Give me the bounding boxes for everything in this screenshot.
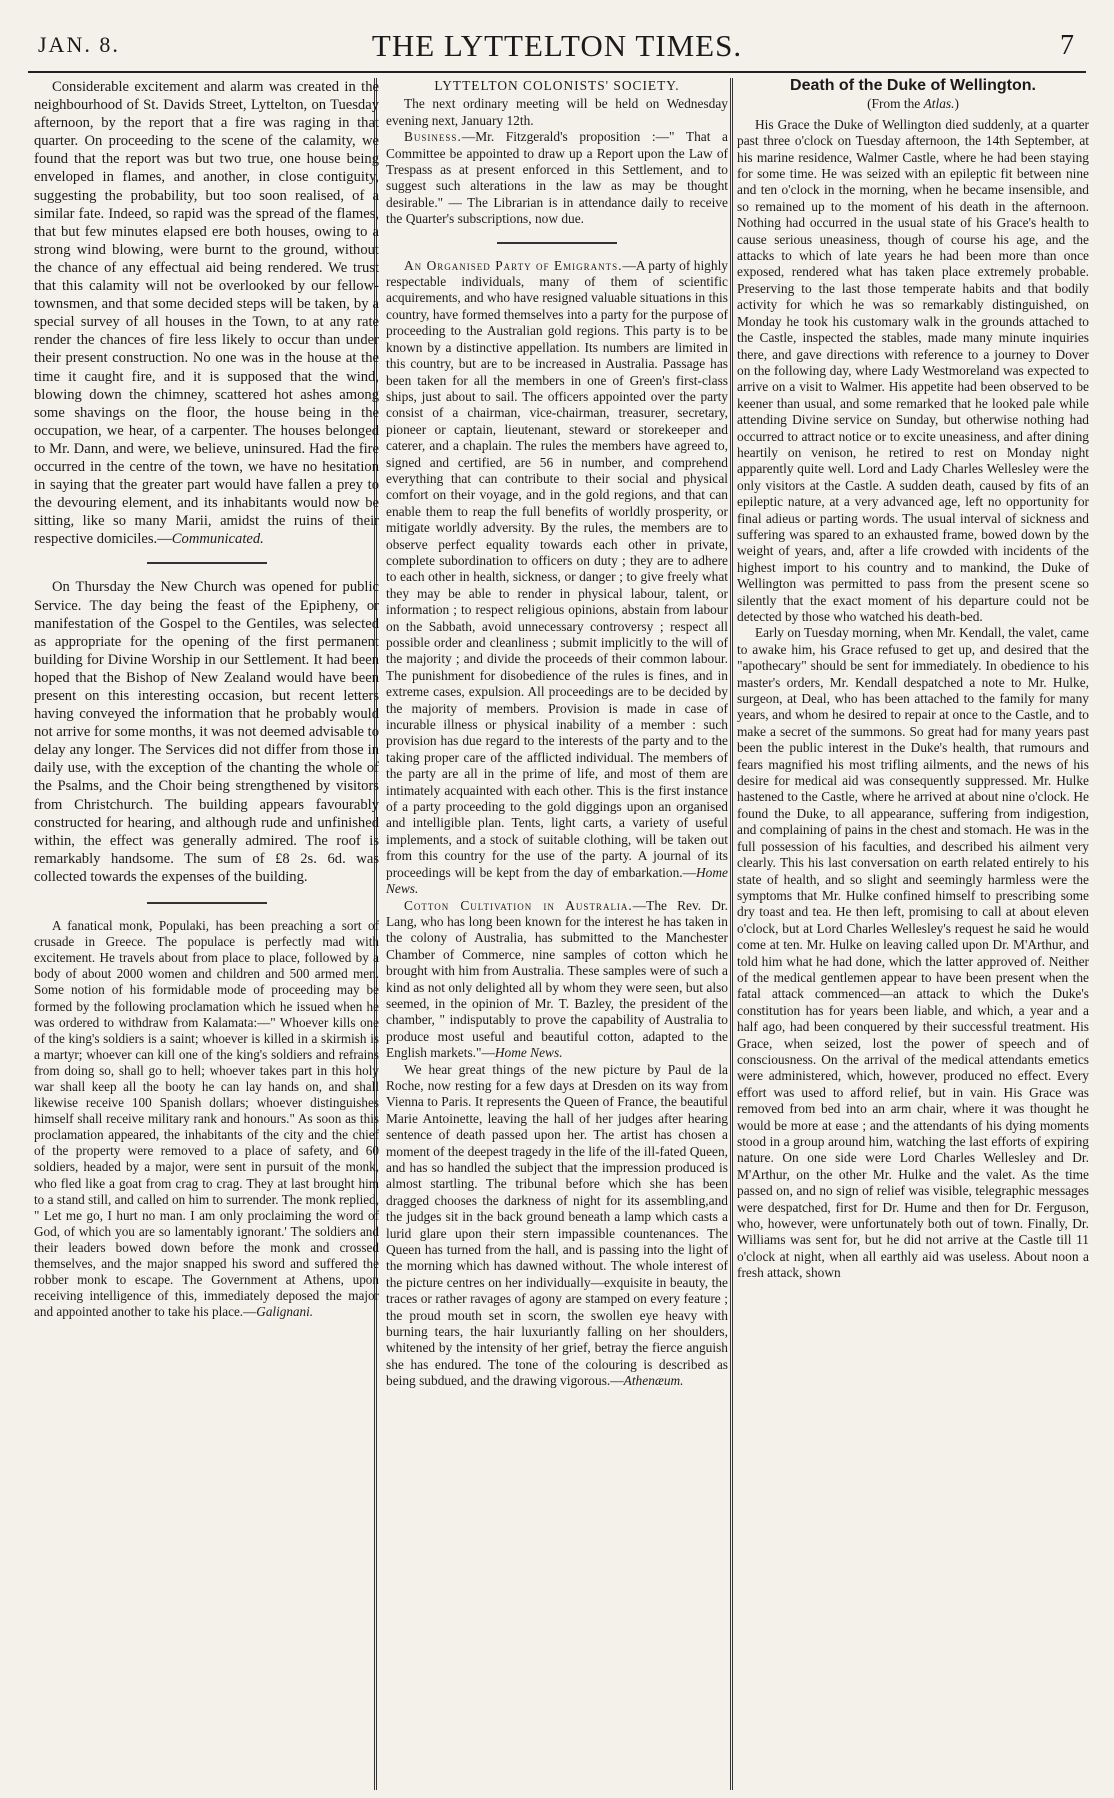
subhead-suffix: ) xyxy=(954,96,959,112)
subhead-source: Atlas. xyxy=(923,96,955,112)
business-label: Business. xyxy=(404,129,462,145)
column-1 xyxy=(34,78,379,1788)
article-cotton xyxy=(386,898,728,1062)
society-business xyxy=(386,129,728,227)
article-label: Cotton Cultivation in Australia. xyxy=(404,897,633,913)
column-divider xyxy=(730,78,733,1790)
wellington-heading: Death of the Duke of Wellington. xyxy=(790,78,1036,94)
society-heading: LYTTELTON COLONISTS' SOCIETY. xyxy=(434,78,680,93)
subhead-prefix: (From the xyxy=(867,96,924,112)
article-emigrants xyxy=(386,258,728,898)
newspaper-title: THE LYTTELTON TIMES. xyxy=(371,28,743,63)
article-source: Communicated. xyxy=(171,531,264,548)
article-label: An Organised Party of Emigrants. xyxy=(404,257,623,273)
article-body: —A party of highly respectable individuals, many of them of scientific acquirements, and who have resigned valuable situations in this country, have formed themselves into a party for the purpose of proceeding to the Australian gold regions. This party is to be known by a distinctive appellation. Its numbers are limited in this country, but are to be increased in Australia. Passage has been taken for all the members in one of Green's first-class ships, just about to sail. The officers appointed over the party consist of a chairman, vice-chairman, treasurer, secretary, pioneer or captain, lieutenant, steward or storekeeper and caterer, and a chaplain. The rules the members have agreed to, signed and certified, are 56 in number, and comprehend everything that can contribute to their social and physical comfort on their voyage, and in the gold regions, and that can enable them to reap the full benefits of worldly prosperity, or mitigate worldly adversity. By the rules, the members are to observe perfect equality towards each other in private, complete subordination to officers on duty ; they are to adhere to each other in health, sickness, or danger ; to give freely what they may be able to render in physical labour, talent, or information ; to respect religious opinions, abstain from labour on the Sabbath, avoid unnecessary controversy ; respect all possible order and cleanliness ; submit implicitly to the will of the majority ; and divide the proceeds of their common labour. The punishment for disobedience of the rules is fines, and in extreme cases, expulsion. All proceedings are to be decided by the majority of members. Provision is made in case of incurable illness or physical inability of a member : such provision has due regard to the interests of the party and to the taking proper care of the afflicted individual. The members of the party are all in the prime of life, and most of them are intimately acquainted with each other. This is the first instance of a party proceeding to the gold diggings upon an organised and intelligible plan. Tents, light carts, a variety of useful implements, and a stock of suitable clothing, will be taken out from this country for the use of the party. A journal of its proceedings will be kept from the day of embarkation.— xyxy=(386,257,728,880)
column-2 xyxy=(386,78,728,1788)
wellington-paragraph-1: His Grace the Duke of Wellington died suddenly, at a quarter past three o'clock on Tuesday afternoon, the 14th September, at his marine residence, Walmer Castle, where he had been staying for some time. He was seized with an epileptic fit between nine and ten o'clock in the morning, when he became insensible, and so remained up to the moment of his death in the afternoon. Nothing had occurred in the usual state of his Grace's health to cause serious uneasiness, though of course his age, and the attacks to which of late years he had been more than once exposed, rendered what has taken place extremely probable. Preserving to the last those temperate habits and that bodily activity for which he was so remarkably distinguished, on Monday he took his customary walk in the grounds attached to the Castle, inspected the stables, made many minute inquiries there, and gave directions with reference to a journey to Dover on the following day, where Lady Westmoreland was expected to arrive on a visit to Walmer. His appetite had been observed to be keener than usual, and some remarked that he looked pale while attending Divine service on Sunday, but otherwise nothing had occurred to attract notice or to excite uneasiness, and after dining heartily on venison, he retired to rest on Monday night apparently quite well. Lord and Lady Charles Wellesley were the only visitors at the Castle. A sudden death, caused by fits of an epileptic nature, at a very advanced age, left no opportunity for final adieus or parting words. The usual interval of sickness and suffering was spared to an exhausted frame, bowed down by the weight of years, and, after a life crowded with incidents of the highest import to his country and to mankind, the Duke of Wellington was permitted to pass from the present scene so silently that the exact moment of his departure could not be detected by those who watched his death-bed. xyxy=(737,116,1089,624)
article-body: —The Rev. Dr. Lang, who has long been known for the interest he has taken in the colony of Australia, has submitted to the Manchester Chamber of Commerce, nine samples of cotton which he brought with him from Australia. These samples were of such a kind as not only delighted all by whom they were seen, but also seemed, in the opinion of Mr. T. Bazley, the president of the chamber, " indisputably to prove the capability of Australia to produce most useful and beautiful cotton, adapted to the English markets."— xyxy=(386,897,728,1061)
article-separator xyxy=(147,562,267,564)
article-picture xyxy=(386,1062,728,1390)
article-source: Galignani. xyxy=(256,1304,314,1320)
wellington-subhead xyxy=(737,96,1089,112)
wellington-paragraph-2: Early on Tuesday morning, when Mr. Kendall, the valet, came to awake him, his Grace refused to get up, and desired that the "apothecary" should be sent for immediately. In obedience to his master's orders, Mr. Kendall despatched a note to Mr. Hulke, surgeon, at Deal, who has been attached to the family for many years, and whom he desired to repair at once to the Castle, and to make a secret of the summons. So great had for many years past been the public interest in the Duke's health, that rumours and fears magnified his most trifling ailments, and the news of his desire for medical aid was consequently suppressed. Mr. Hulke hastened to the Castle, where he arrived at about nine o'clock. He found the Duke, to all appearance, suffering from indigestion, and complaining of pains in the chest and stomach. He was in the full possession of his faculties, and described his ailment very clearly. This his last conversation on earth related entirely to his state of health, and so slight and seemingly harmless were the symptoms that Mr. Hulke confined himself to prescribing some dry toast and tea. He then left, promising to call at about eleven o'clock, but at Lord Charles Wellesley's request he said he would come at ten. Mr. Hulke on leaving called upon Dr. M'Arthur, and told him what he had done, which the latter approved of. Neither of the medical gentlemen appear to have been present when the fatal attack commenced—an attack to which the Duke's constitution has for years been liable, and which, a year and a half ago, had been conquered by their successful treatment. His Grace, when seized, lost the power of speech and of consciousness. On the arrival of the medical attendants emetics were administered, which, however, produced no effect. Every effort was used to afford relief, but in vain. His Grace was removed from bed into an arm chair, where it was thought he would be more at ease ; and the attendants of his dying moments stood in a group around him, watching the last efforts of expiring nature. On one side were Lord Charles Wellesley and Dr. M'Arthur, on the other Mr. Hulke and the valet. As the time passed on, and no sign of relief was visible, telegraphic messages were despatched, first for Dr. Hume and then for Dr. Ferguson, who, however, were unfortunately both out of town. Finally, Dr. Williams was sent for, but he did not arrive at the Castle till 11 o'clock at night, when all earthly aid was useless. About noon a fresh attack, shown xyxy=(737,625,1089,1281)
masthead-rule xyxy=(28,71,1086,73)
article-source: Home News. xyxy=(494,1045,563,1061)
article-separator xyxy=(147,902,267,904)
business-text: —Mr. Fitzgerald's proposition :—" That a Committee be appointed to draw up a Report upon the Law of Trespass as at present enforced in this Settlement, and to suggest such alterations in the law as may be thought desirable." — The Librarian is in attendance daily to receive the Quarter's subscriptions, now due. xyxy=(386,129,728,227)
article-church: On Thursday the New Church was opened for public Service. The day being the feast of the Epipheny, or manifestation of the Gospel to the Gentiles, was selected as appropriate for the opening of the first permanent building for Divine Worship in our Settlement. It had been hoped that the Bishop of New Zealand would have been present on this interesting occasion, but recent letters having conveyed the information that he probably would not arrive for some months, it was not deemed advisable to delay any longer. The Services did not differ from those in daily use, with the exception of the chanting the whole of the Psalms, and the Choir being strengthened by visitors from Christchurch. The building appears favourably constructed for hearing, and although rude and unfinished within, the effect was generally admired. The roof is remarkably handsome. The sum of £8 2s. 6d. was collected towards the expenses of the building. xyxy=(34,579,379,885)
page-number: 7 xyxy=(1060,30,1074,61)
article-body: A fanatical monk, Populaki, has been preaching a sort of crusade in Greece. The populace is perfectly mad with excitement. He travels about from place to place, followed by a body of about 2000 women and children and 500 armed men. Some notion of his formidable mode of proceeding may be formed by the following proclamation which he issued when he was ordered to withdraw from Kalamata:—" Whoever kills one of the king's soldiers is a saint; whoever is killed in a skirmish is a martyr; whoever can kill one of the king's soldiers and refrains from doing so, shall go to hell; whoever takes part in this holy war shall keep all the booty he can lay hands on, and shall likewise receive 100 Spanish dollars; whoever distinguishes himself shall receive military rank and honours." As soon as this proclamation appeared, the inhabitants of the city and the chief of the property were removed to a place of safety, and 60 soldiers, headed by a major, were sent in pursuit of the monk, who fled like a goat from crag to crag. They at last brought him to a stand still, and called on him to surrender. The monk replied, " Let me go, I hurt no man. I am only proclaiming the word of God, of which you are so lamentably ignorant.' The soldiers and their leaders bowed down before the monk and crossed themselves, and the major snapped his sword and suffered the robber monk to escape. The Government at Athens, upon receiving intelligence of this, immediately deposed the major and appointed another to take his place.— xyxy=(34,918,379,1320)
article-fire xyxy=(34,78,379,548)
article-source: Home News. xyxy=(386,864,728,897)
article-separator xyxy=(497,242,617,244)
issue-date: JAN. 8. xyxy=(38,32,120,57)
masthead xyxy=(28,28,1086,68)
society-notice: The next ordinary meeting will be held on Wednesday evening next, January 12th. xyxy=(386,96,728,128)
article-body: We hear great things of the new picture by Paul de la Roche, now resting for a few days at Dresden on its way from Vienna to Paris. It represents the Queen of France, the beautiful Marie Antoinette, leaving the hall of her judges after hearing sentence of death passed upon her. The artist has chosen a moment of the deepest tragedy in the life of the ill-fated Queen, and has so handled the subject that the impression produced is almost startling. The tribunal before which she has been dragged chooses the darkness of night for its assembling,and the judges sit in the back ground beneath a lamp which casts a lurid glare upon their stern impassible countenances. The Queen has turned from the hall, and is passing into the light of the morning which has dawned without. The whole interest of the picture centres on her individually—exquisite in beauty, the traces or rather ravages of agony are stamped on every feature ; the proud mouth set in scorn, the swollen eye heavy with burning tears, the hair luxuriantly falling on her shoulders, whitened by the intensity of her grief, betray the fierce anguish she has endured. The tone of the colouring is described as being subdued, and the drawing vigorous.— xyxy=(386,1061,728,1389)
article-body: Considerable excitement and alarm was created in the neighbourhood of St. Davids Street, Lyttelton, on Tuesday afternoon, by the report that a fire was raging in that quarter. On proceeding to the scene of the calamity, we found that the report was but two true, one house being enveloped in flames, and another, in close contiguity, suggesting the probability, but too soon realised, of a similar fate. Indeed, so rapid was the spread of the flames, that but few minutes elapsed ere both houses, owing to a strong wind blowing, were burnt to the ground, without the chance of any effectual aid being rendered. We trust that this calamity will not be overlooked by our fellow-townsmen, and that some decided steps will be taken, by a special survey of all houses in the Town, to at any rate render the chances of fire less likely to occur than under their present construction. No one was in the house at the time it caught fire, and it is supposed that the wind, blowing down the chimney, scattered hot ashes among some shavings on the floor, the house being in the occupation, we hear, of a carpenter. The houses belonged to Mr. Dann, and were, we believe, uninsured. Had the fire occurred in the centre of the town, we have no hesitation in saying that the greater part would have fallen a prey to the devouring element, and its inhabitants would now be sitting, like so many Marii, amidst the ruins of their respective domiciles.— xyxy=(34,79,379,548)
column-3 xyxy=(737,78,1089,1788)
article-monk xyxy=(34,918,379,1320)
article-source: Athenæum. xyxy=(623,1373,684,1389)
